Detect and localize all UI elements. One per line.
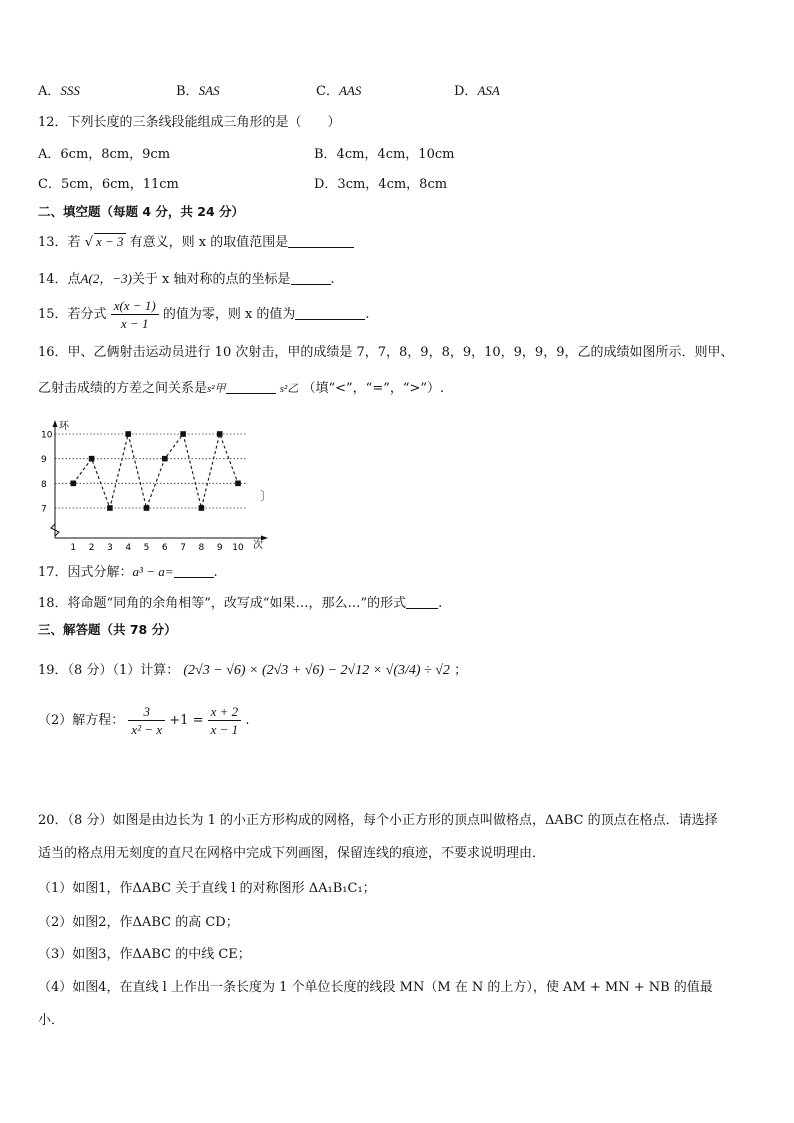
q12-option-b: B．4cm，4cm，10cm xyxy=(314,147,455,162)
q16-s-yi: s²乙 xyxy=(279,383,299,395)
q19-fraction-1-numerator: 3 xyxy=(128,703,165,721)
q15-denominator: x − 1 xyxy=(120,316,149,331)
q16-line2-suffix: （填“<”，“=”，“>”）. xyxy=(302,381,445,396)
q17-prefix: 17．因式分解： xyxy=(38,565,133,580)
q19-part1-end: ； xyxy=(454,663,468,678)
chart-series xyxy=(71,431,241,511)
data-point-9 xyxy=(217,431,223,437)
data-point-4 xyxy=(125,431,131,437)
radical-sign: √ xyxy=(84,235,93,250)
q11-option-c-wrap xyxy=(316,82,361,101)
q19-part2 xyxy=(38,702,249,740)
q19-fraction-2-denominator: x − 1 xyxy=(210,722,239,737)
x-tick-label-6: 6 xyxy=(161,543,168,552)
q18-answer-blank[interactable] xyxy=(406,594,438,609)
x-tick-label-8: 8 xyxy=(198,543,205,552)
data-point-10 xyxy=(235,481,241,487)
q20-part1: （1）如图1，作ΔABC 关于直线 l 的对称图形 ΔA₁B₁C₁； xyxy=(38,881,376,896)
q19-part1-prefix: 19．（8 分）（1）计算： xyxy=(38,663,180,678)
q12-stem: 12．下列长度的三条线段能组成三角形的是（ ） xyxy=(38,115,341,130)
x-tick-label-2: 2 xyxy=(88,543,95,552)
q16-score-chart xyxy=(40,420,280,552)
q19-part2-end: . xyxy=(245,713,250,728)
q19-fraction-1 xyxy=(128,703,165,738)
data-point-3 xyxy=(107,505,113,511)
q19-plus-one: +1 = xyxy=(169,713,204,728)
section-3-heading: 三、解答题（共 78 分） xyxy=(38,622,177,637)
q11-option-c-label: C． xyxy=(316,84,339,99)
chart-x-ticks xyxy=(70,543,244,552)
y-tick-label-8: 8 xyxy=(41,479,47,490)
data-point-7 xyxy=(180,431,186,437)
q16-line2-prefix: 乙射击成绩的方差之间关系是 xyxy=(38,381,208,396)
q20-line2: 适当的格点用无刻度的直尺在网格中完成下列画图，保留连线的痕迹，不要求说明理由． xyxy=(38,846,546,861)
q14-suffix: 关于 x 轴对称的点的坐标是 xyxy=(131,272,291,287)
data-point-2 xyxy=(89,456,95,462)
q20-part2: （2）如图2，作ΔABC 的高 CD； xyxy=(38,915,239,930)
q13-prefix: 13．若 xyxy=(38,235,81,250)
x-axis-label: 次 xyxy=(253,540,263,551)
q20-line1: 20．（8 分）如图是由边长为 1 的小正方形构成的网格，每个小正方形的顶点叫做格点，ΔABC 的顶点在格点．请选择 xyxy=(38,813,718,828)
q11-option-c: AAS xyxy=(338,83,362,98)
q15-prefix: 15．若分式 xyxy=(38,307,107,322)
q14-point: A(2，−3) xyxy=(80,271,132,286)
score-line xyxy=(73,434,238,508)
y-tick-label-7: 7 xyxy=(41,504,47,515)
q12-option-a: A．6cm，8cm，9cm xyxy=(38,147,171,162)
q13-suffix: 有意义，则 x 的取值范围是 xyxy=(129,235,289,250)
x-tick-label-10: 10 xyxy=(232,543,244,552)
q16-answer-blank[interactable] xyxy=(226,379,276,394)
q11-option-a: SSS xyxy=(60,83,80,98)
x-tick-label-1: 1 xyxy=(70,543,77,552)
q12-option-c: C．5cm，6cm，11cm xyxy=(38,177,179,192)
q13 xyxy=(38,233,354,252)
chart-y-ticks xyxy=(41,431,53,515)
q17-end: . xyxy=(213,565,218,580)
data-point-6 xyxy=(162,456,168,462)
section-2-heading: 二、填空题（每题 4 分，共 24 分） xyxy=(38,204,245,219)
q15-suffix: 的值为零，则 x 的值为 xyxy=(162,307,296,322)
q16-line2 xyxy=(38,379,444,398)
x-tick-label-5: 5 xyxy=(143,543,150,552)
q15-end: . xyxy=(365,307,370,322)
q19-part1-expression: (2√3 − √6) × (2√3 + √6) − 2√12 × √(3/4) ÷ √2 xyxy=(183,663,450,678)
q16-s-jia: s²甲 xyxy=(207,383,226,395)
q15-answer-blank[interactable] xyxy=(295,305,365,320)
q18 xyxy=(38,594,442,613)
q11-option-a-label: A． xyxy=(38,84,61,99)
q11-options xyxy=(38,82,80,101)
x-tick-label-9: 9 xyxy=(216,543,223,552)
q11-option-d-label: D． xyxy=(454,84,478,99)
q16-line1: 16．甲、乙俩射击运动员进行 10 次射击，甲的成绩是 7，7，8，9，8，9，10，9，9，9，乙的成绩如图所示．则甲、 xyxy=(38,345,734,360)
q17-expr: a³ − a= xyxy=(132,564,174,579)
y-tick-label-10: 10 xyxy=(41,430,53,441)
y-tick-label-9: 9 xyxy=(41,455,47,466)
q14-answer-blank[interactable] xyxy=(291,270,331,285)
q13-radicand: x − 3 xyxy=(95,234,124,249)
data-point-5 xyxy=(144,505,150,511)
q17 xyxy=(38,563,218,582)
x-tick-label-7: 7 xyxy=(180,543,186,552)
q15-fraction xyxy=(111,297,159,332)
q20-part3: （3）如图3，作ΔABC 的中线 CE； xyxy=(38,947,251,962)
q17-answer-blank[interactable] xyxy=(174,563,214,578)
q14-prefix: 14．点 xyxy=(38,272,81,287)
q14-end: . xyxy=(330,272,335,287)
q11-option-b-label: B． xyxy=(176,84,199,99)
q18-end: . xyxy=(438,596,443,611)
data-point-8 xyxy=(199,505,205,511)
q18-text: 18．将命题“同角的余角相等”，改写成“如果…，那么…”的形式 xyxy=(38,596,407,611)
q19-part2-prefix: （2）解方程： xyxy=(38,713,125,728)
x-tick-label-4: 4 xyxy=(125,543,132,552)
y-axis-arrow xyxy=(53,420,58,427)
q20-part4: （4）如图4，在直线 l 上作出一条长度为 1 个单位长度的线段 MN（M 在 N 的上方），使 AM + MN + NB 的值最 xyxy=(38,980,713,995)
q11-option-d-wrap xyxy=(454,82,500,101)
q13-answer-blank[interactable] xyxy=(288,233,354,248)
q14 xyxy=(38,270,335,289)
q19-part1 xyxy=(38,662,467,680)
q20-part4-end: 小． xyxy=(38,1013,65,1028)
q15-numerator: x(x − 1) xyxy=(111,297,159,315)
q12-option-d: D．3cm，4cm，8cm xyxy=(314,177,448,192)
q11-option-b-wrap xyxy=(176,82,220,101)
q19-fraction-2 xyxy=(208,703,242,738)
q15 xyxy=(38,296,370,334)
q19-fraction-2-numerator: x + 2 xyxy=(208,703,242,721)
q19-fraction-1-denominator: x² − x xyxy=(131,722,163,737)
y-axis-label: 环 xyxy=(59,421,69,432)
q11-option-d: ASA xyxy=(477,83,500,98)
q11-option-b: SAS xyxy=(198,83,220,98)
data-point-1 xyxy=(71,481,77,487)
x-tick-label-3: 3 xyxy=(107,543,113,552)
chart-stray-bracket: 〕 xyxy=(260,489,273,503)
